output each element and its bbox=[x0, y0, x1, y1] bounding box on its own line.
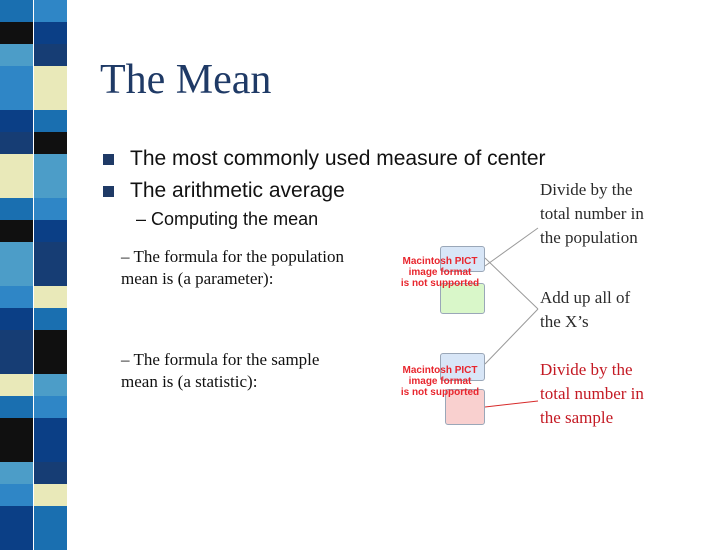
sample-line-1: – The formula for the sample bbox=[121, 350, 320, 369]
connector-sample-divide bbox=[485, 401, 538, 407]
bullet-text-1: The most commonly used measure of center bbox=[130, 147, 546, 170]
population-line-1: – The formula for the population bbox=[121, 247, 344, 266]
note-divide-sample: Divide by the total number in the sample bbox=[540, 360, 644, 427]
pict-unsupported-message-2: Macintosh PICT image format is not supported bbox=[400, 365, 480, 398]
pict-unsupported-message-1: Macintosh PICT image format is not supported bbox=[400, 256, 480, 289]
slide-title: The Mean bbox=[100, 57, 272, 103]
bullet-text-2: The arithmetic average bbox=[130, 179, 345, 202]
population-line-2: mean is (a parameter): bbox=[121, 269, 274, 288]
subbullet-computing-mean: – Computing the mean bbox=[136, 209, 319, 229]
note-add-up: Add up all of the X’s bbox=[540, 288, 631, 331]
sample-line-2: mean is (a statistic): bbox=[121, 372, 258, 391]
note-divide-population: Divide by the total number in the population bbox=[540, 180, 644, 247]
connector-sample-sum bbox=[485, 309, 538, 364]
